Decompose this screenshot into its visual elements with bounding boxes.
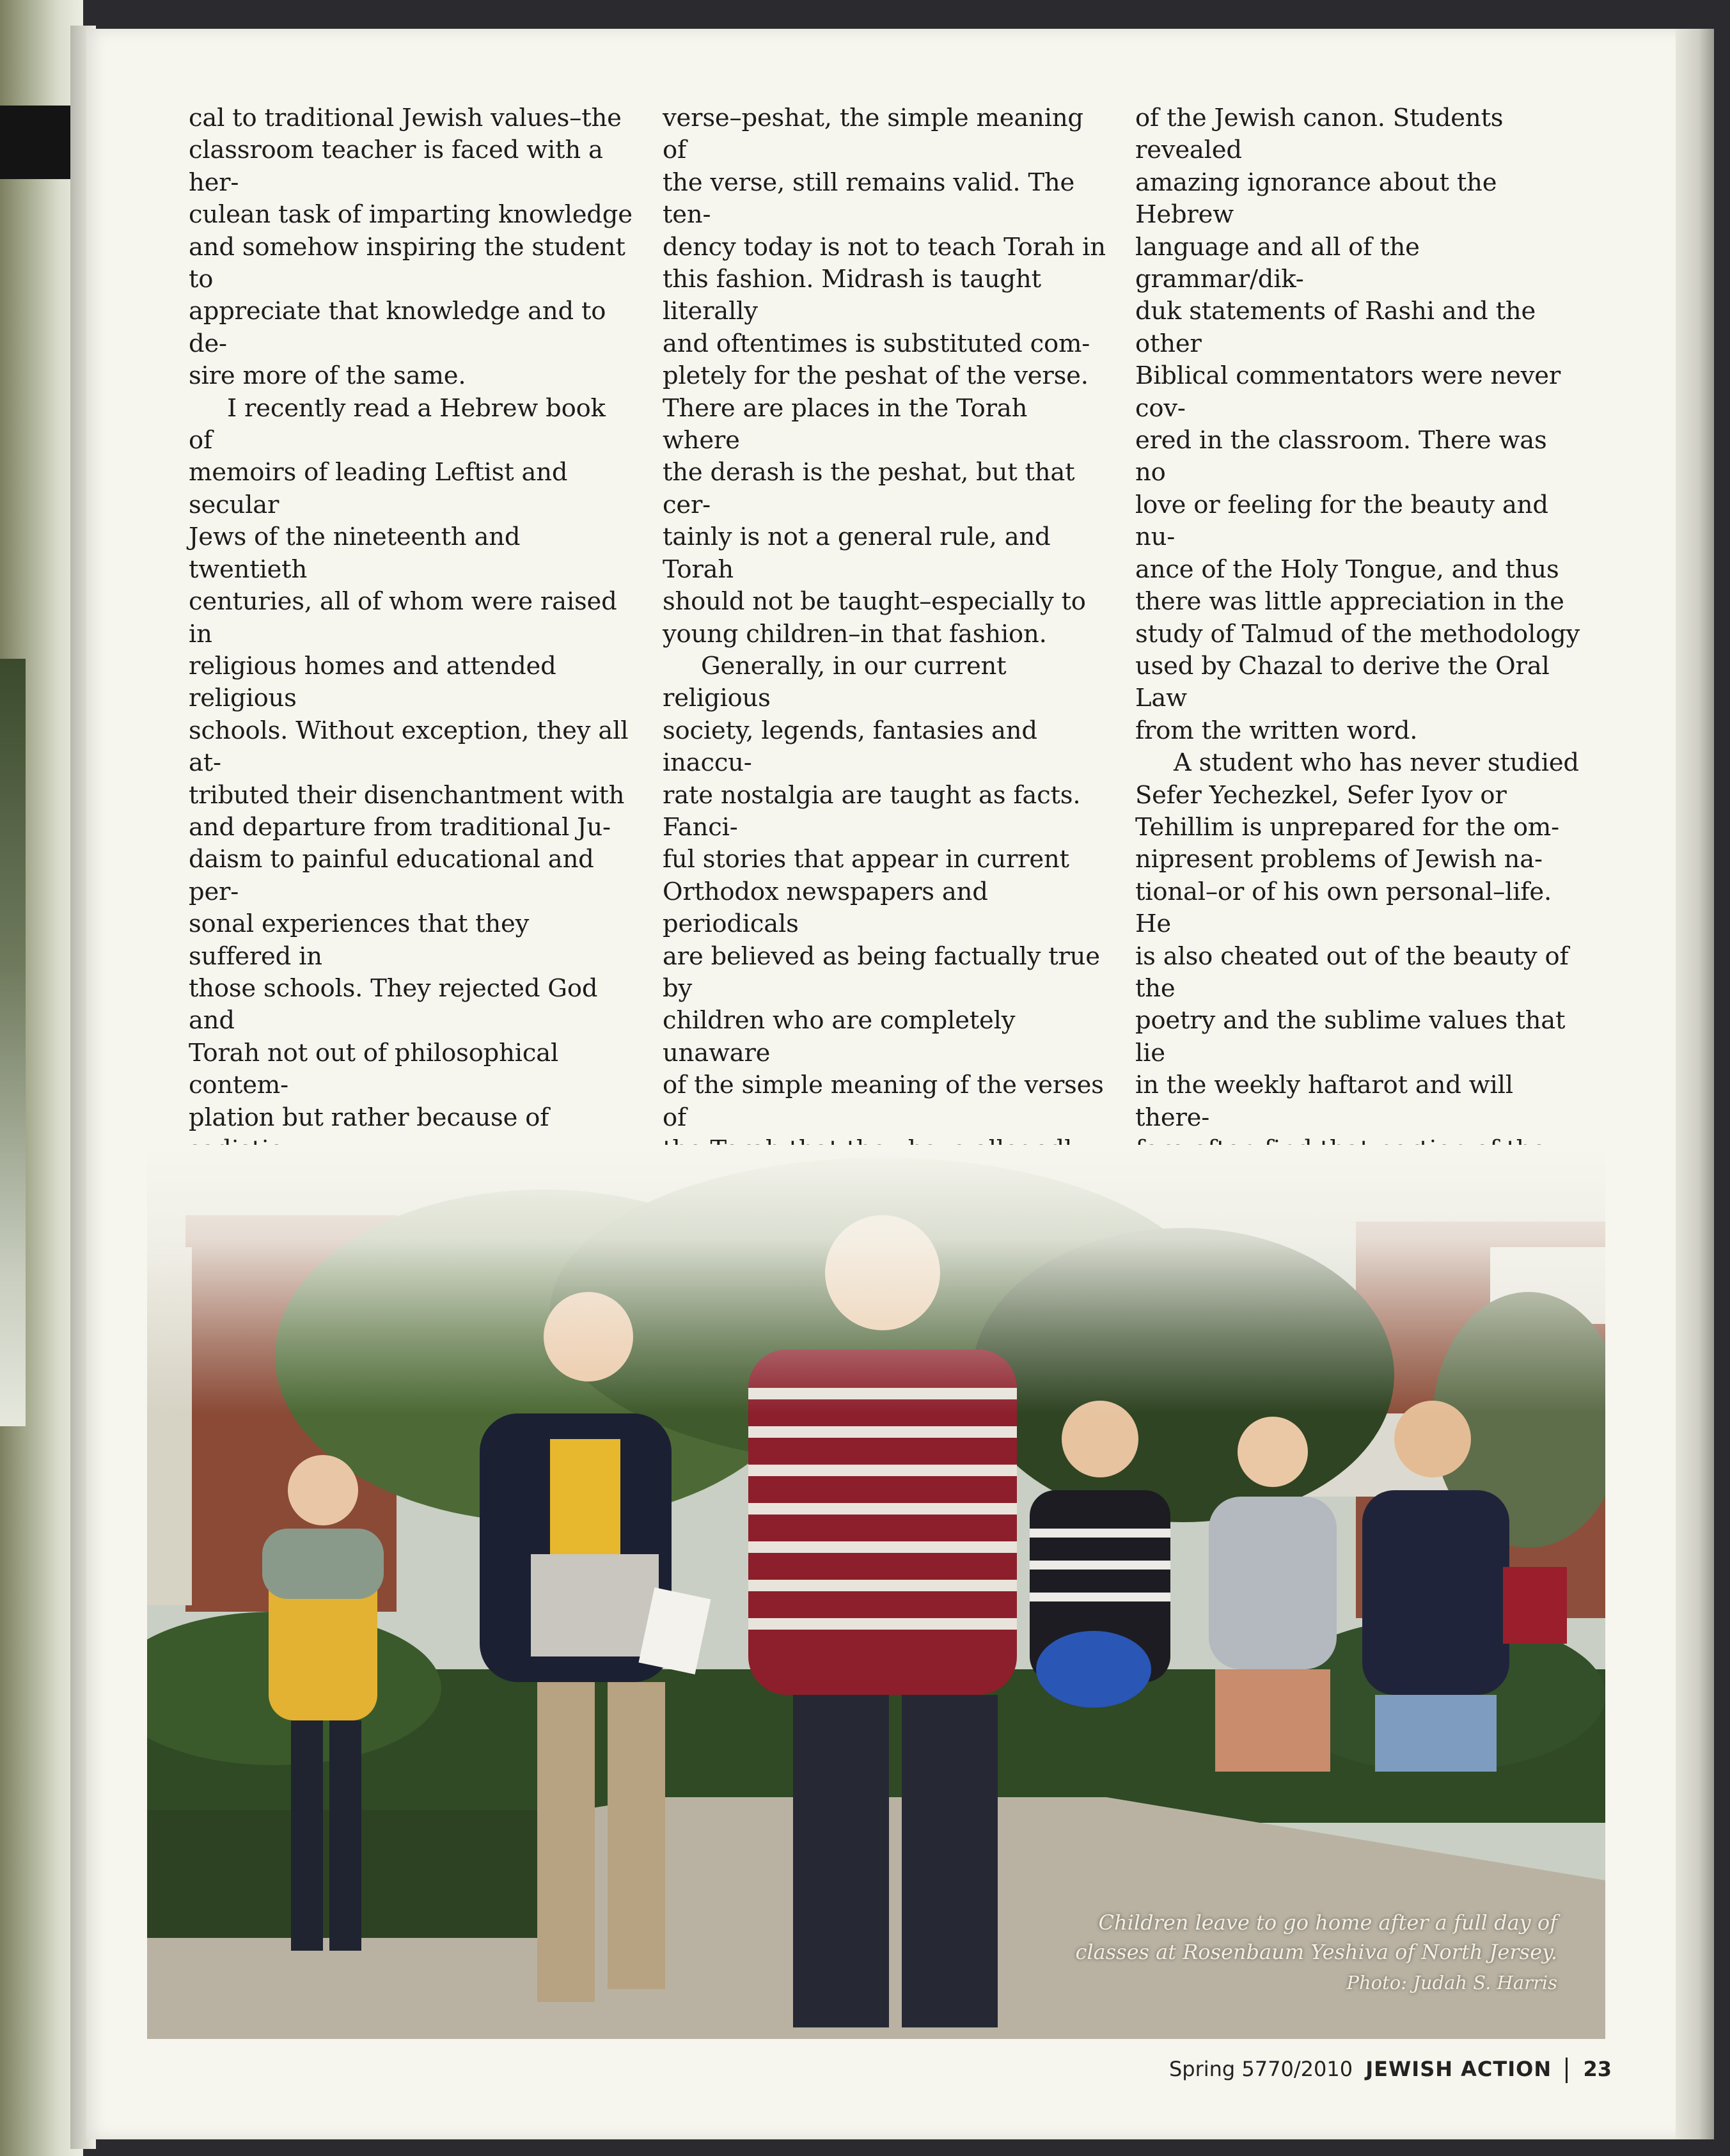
paragraph: verse–peshat, the simple meaning of the verse, still remains valid. The ten- dency today is not to teach Torah in this fashion. Midrash is taught literally and oftentimes is substituted com- pletely for the peshat of the verse. There are places in the Torah where the derash is the peshat, but that cer- tainly is not a general rule, and Torah should not be taught–especially to young children–in that fashion.: [663, 104, 1106, 649]
caption-line: classes at Rosenbaum Yeshiva of North Jersey.: [1075, 1940, 1557, 1964]
photo-top-fade: [147, 1145, 1605, 1413]
article-photo: [147, 1145, 1605, 2039]
paragraph: cal to traditional Jewish values–the classroom teacher is faced with a her- culean task of imparting knowledge and somehow inspiring the student to appreciate that knowledge and to de- sire more of the same.: [189, 104, 633, 391]
photo-caption: [1033, 1908, 1557, 1997]
footer-divider: [1566, 2058, 1568, 2083]
publication-name: JEWISH ACTION: [1365, 2057, 1552, 2081]
photo-credit: Photo: Judah S. Harris: [1346, 1972, 1557, 1994]
child-dark-cardigan: [1362, 1490, 1509, 1695]
paragraph: I recently read a Hebrew book of memoirs of leading Leftist and secular Jews of the nineteenth and twentieth centuries, all of whom were raised in religious homes and attended religious schools. Without exception, they all at- tributed their disenchantment with and departure from traditional Ju- daism to painful educational and per- sonal experiences that they suffered in those schools. They rejected God and Torah not out of philosophical contem- plation but rather because of: [189, 393, 629, 1132]
paragraph: Generally, in our current religious society, legends, fantasies and inaccu- rate nostalgia are taught as facts. Fanci- ful stories that appear in current Orthodox newspapers and periodicals are believed as being factually true by children who are completely unaware of the simple meaning of the verses of: [663, 651, 1104, 1132]
paragraph: A student who has never studied Sefer Yechezkel, Sefer Iyov or Tehillim is unprepared for the om- nipresent problems of Jewish na- tional–or of his own personal–life. He is also cheated out of the beauty of the poetry and the sublime values that lie in the weekly haftarot and will there-: [1135, 748, 1579, 1132]
issue-date: Spring 5770/2010: [1168, 2057, 1353, 2081]
caption-line: Children leave to go home after a full day of: [1098, 1910, 1557, 1935]
facing-page-photo-edge: [0, 659, 26, 1426]
page-number: 23: [1583, 2057, 1612, 2081]
paragraph: of the Jewish canon. Students revealed amazing ignorance about the Hebrew language and all of the grammar/dik- duk statements of Rashi and the other Biblical commentators were never cov- ered in the classroom. There was no love or feeling for the beauty and nu- ance of the Holy Tongue, and thus there was little appreciation in the study of Talmud of the methodology used by Chazal to derive the Oral Law from the written word.: [1135, 104, 1580, 745]
page-edge-shadow: [1676, 29, 1714, 2139]
child-grey-hoodie: [1209, 1497, 1337, 1669]
page-footer: [1106, 2050, 1612, 2088]
